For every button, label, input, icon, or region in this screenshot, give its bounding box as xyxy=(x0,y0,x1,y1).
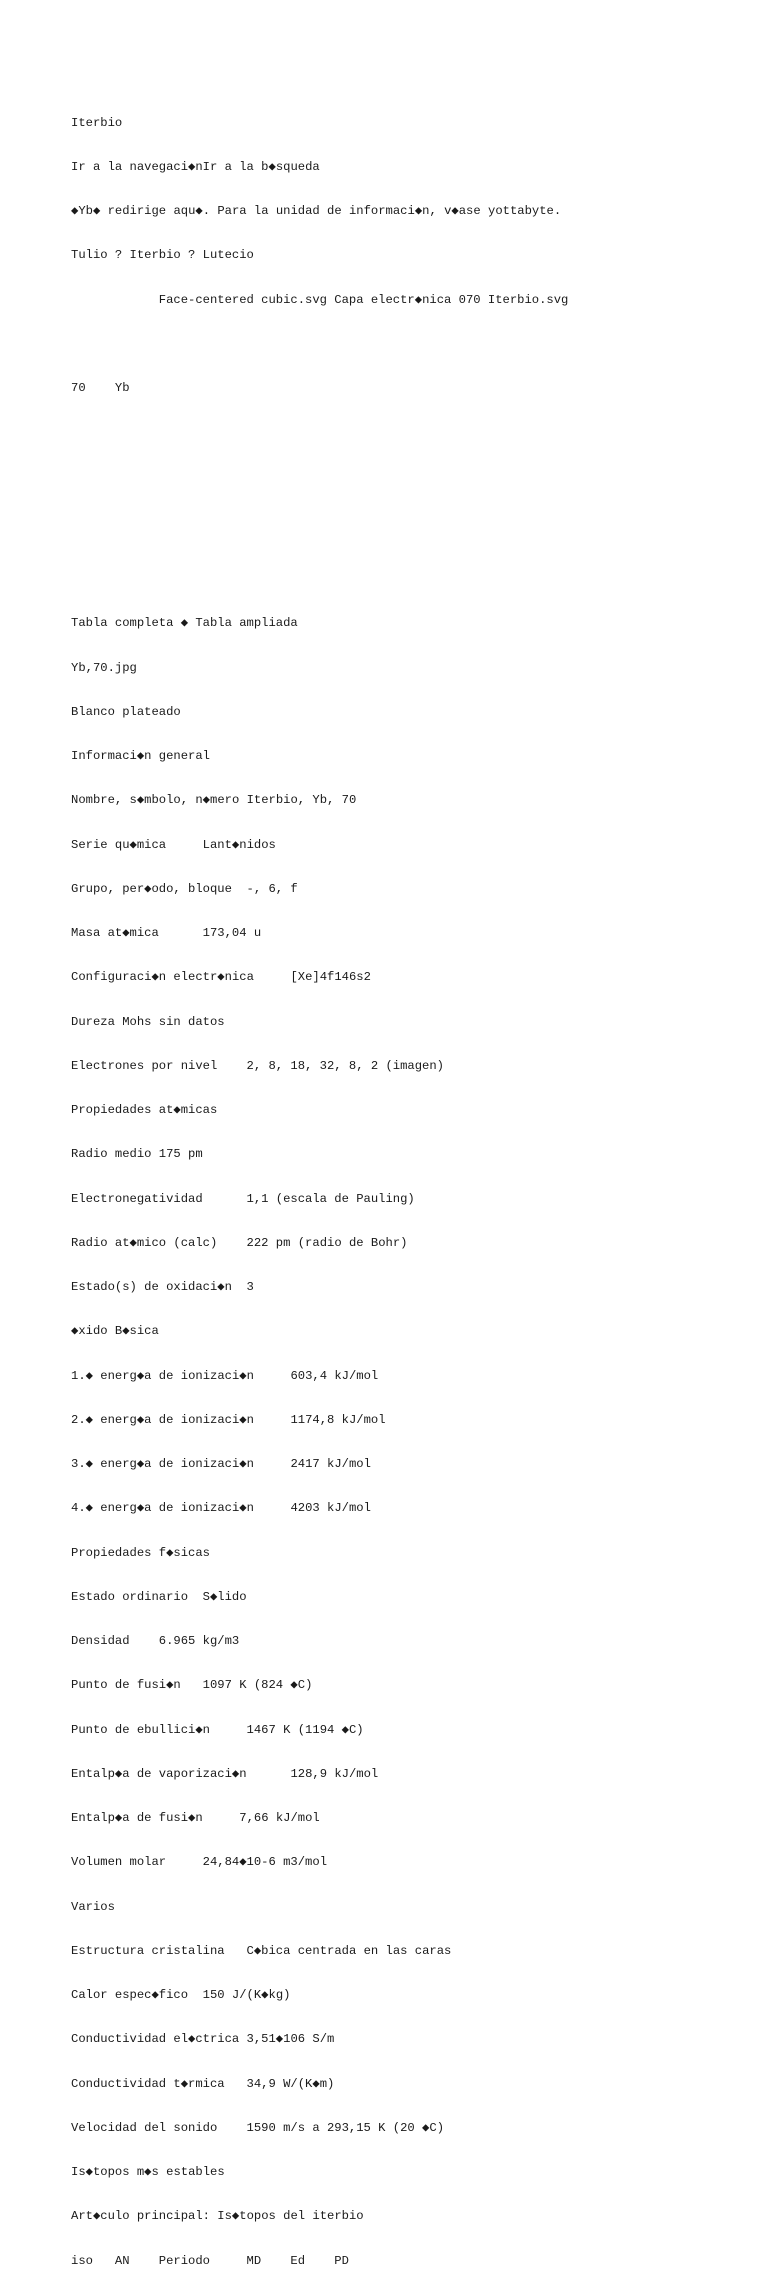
image-filenames-line: Face-centered cubic.svg Capa electr◆nica 070 Iterbio.svg xyxy=(71,292,569,307)
property-row: Radio at◆mico (calc) 222 pm (radio de Bohr) xyxy=(71,1235,408,1250)
section-heading-isotopes: Is◆topos m◆s estables xyxy=(71,2165,225,2179)
property-row: 4.◆ energ◆a de ionizaci◆n 4203 kJ/mol xyxy=(71,1501,371,1516)
appearance-line: Blanco plateado xyxy=(71,704,181,719)
property-row: Volumen molar 24,84◆10-6 m3/mol xyxy=(71,1855,328,1870)
property-row: Grupo, per◆odo, bloque -, 6, f xyxy=(71,881,298,896)
property-row: Estado ordinario S◆lido xyxy=(71,1589,247,1604)
property-row: Conductividad el◆ctrica 3,51◆106 S/m xyxy=(71,2032,335,2047)
property-row: Velocidad del sonido 1590 m/s a 293,15 K (20 ◆C) xyxy=(71,2120,445,2135)
property-row: 1.◆ energ◆a de ionizaci◆n 603,4 kJ/mol xyxy=(71,1368,379,1383)
isotope-table-header: iso AN Periodo MD Ed PD xyxy=(71,2253,349,2268)
table-links-line: Tabla completa ◆ Tabla ampliada xyxy=(71,616,298,631)
doc-title: Iterbio xyxy=(71,115,123,130)
property-row: Punto de fusi◆n 1097 K (824 ◆C) xyxy=(71,1678,313,1693)
property-row: Punto de ebullici◆n 1467 K (1194 ◆C) xyxy=(71,1722,364,1737)
property-row: Estado(s) de oxidaci◆n 3 xyxy=(71,1280,254,1294)
property-row: Estructura cristalina C◆bica centrada en las caras xyxy=(71,1943,452,1958)
property-row: Electrones por nivel 2, 8, 18, 32, 8, 2 (imagen) xyxy=(71,1058,444,1073)
section-heading-general: Informaci◆n general xyxy=(71,749,210,763)
property-row: 2.◆ energ◆a de ionizaci◆n 1174,8 kJ/mol xyxy=(71,1412,386,1427)
section-heading-physical: Propiedades f◆sicas xyxy=(71,1545,210,1560)
property-row: Calor espec◆fico 150 J/(K◆kg) xyxy=(71,1988,291,2002)
property-row: Radio medio 175 pm xyxy=(71,1147,203,1162)
element-neighbors-line: Tulio ? Iterbio ? Lutecio xyxy=(71,248,254,263)
property-row: 3.◆ energ◆a de ionizaci◆n 2417 kJ/mol xyxy=(71,1457,371,1471)
section-heading-misc: Varios xyxy=(71,1899,115,1914)
property-row: Electronegatividad 1,1 (escala de Pauling) xyxy=(71,1191,415,1206)
document-text xyxy=(71,86,751,2283)
main-article-line: Art◆culo principal: Is◆topos del iterbio xyxy=(71,2209,364,2224)
redirect-notice: ◆Yb◆ redirige aqu◆. Para la unidad de informaci◆n, v◆ase yottabyte. xyxy=(71,204,562,218)
property-row: Entalp◆a de fusi◆n 7,66 kJ/mol xyxy=(71,1811,320,1825)
property-row: Dureza Mohs sin datos xyxy=(71,1014,225,1029)
property-row: Nombre, s◆mbolo, n◆mero Iterbio, Yb, 70 xyxy=(71,793,357,808)
atomic-number-symbol-line: 70 Yb xyxy=(71,381,130,395)
navigation-links-line: Ir a la navegaci◆nIr a la b◆squeda xyxy=(71,159,320,174)
property-row: Entalp◆a de vaporizaci◆n 128,9 kJ/mol xyxy=(71,1766,379,1781)
blank-line xyxy=(71,337,751,352)
section-heading-atomic: Propiedades at◆micas xyxy=(71,1103,218,1117)
property-row: Densidad 6.965 kg/m3 xyxy=(71,1634,240,1648)
property-row: Conductividad t◆rmica 34,9 W/(K◆m) xyxy=(71,2076,335,2091)
image-caption-line: Yb,70.jpg xyxy=(71,660,137,675)
property-row: Configuraci◆n electr◆nica [Xe]4f146s2 xyxy=(71,970,371,985)
property-row: ◆xido B◆sica xyxy=(71,1324,159,1339)
property-row: Serie qu◆mica Lant◆nidos xyxy=(71,837,276,852)
property-row: Masa at◆mica 173,04 u xyxy=(71,926,262,940)
